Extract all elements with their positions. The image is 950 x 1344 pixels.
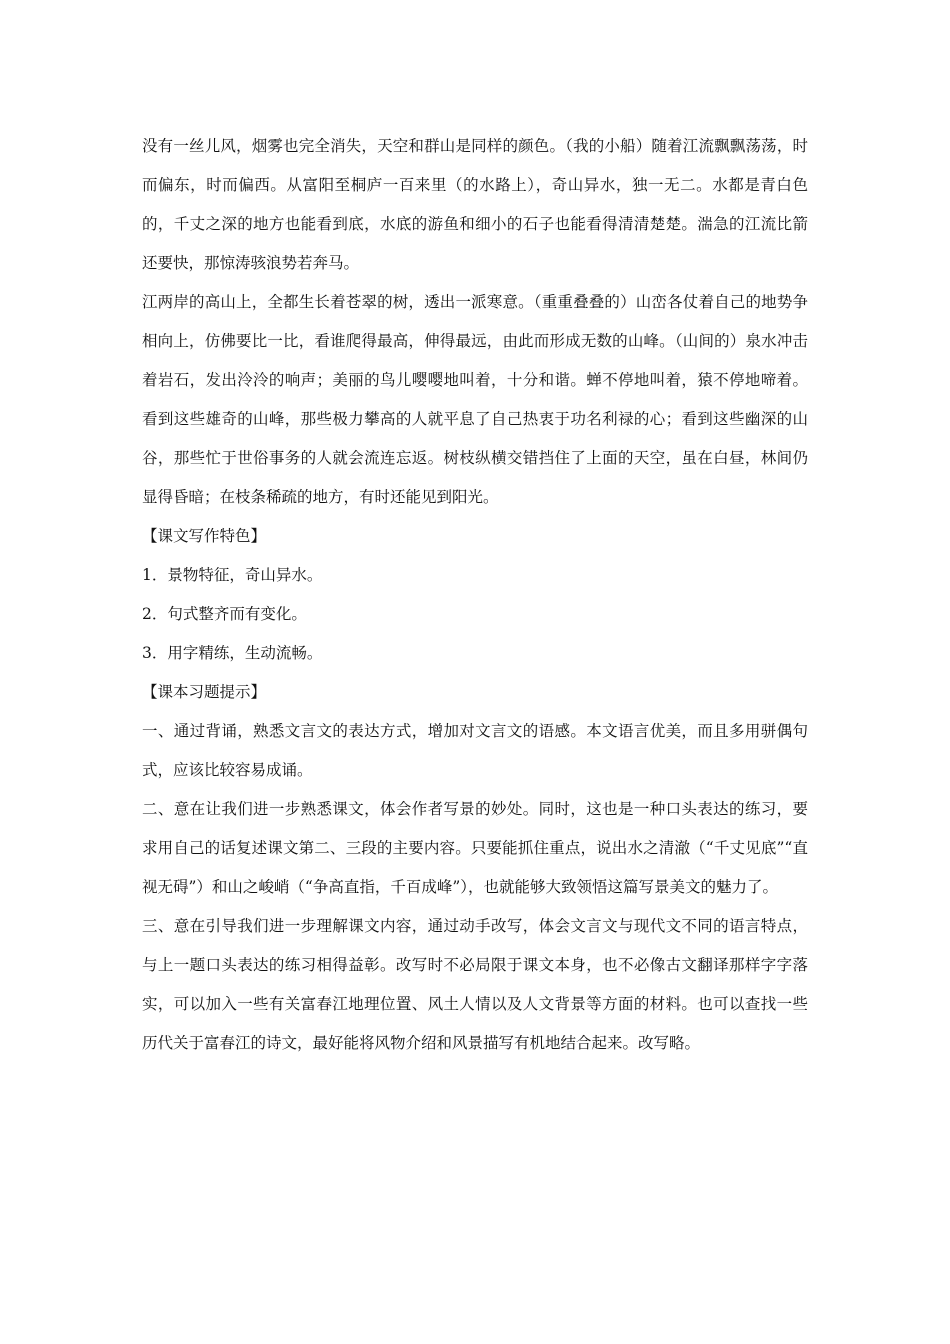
- exercise-hint-1: 一、通过背诵，熟悉文言文的表达方式，增加对文言文的语感。本文语言优美，而且多用骈偶句式，应该比较容易成诵。: [142, 722, 808, 779]
- writing-feature-item-3: 3．用字精练，生动流畅。: [142, 644, 323, 662]
- writing-feature-item-1: 1．景物特征，奇山异水。: [142, 566, 323, 584]
- exercise-hint-3: 三、意在引导我们进一步理解课文内容，通过动手改写，体会文言文与现代文不同的语言特点，与上一题口头表达的练习相得益彰。改写时不必局限于课文本身，也不必像古文翻译那样字字落实，可以加入一些有关富春江地理位置、风土人情以及人文背景等方面的材料。也可以查找一些历代关于富春江的诗文，最好能将风物介绍和风景描写有机地结合起来。改写略。: [142, 917, 808, 1052]
- writing-feature-item-2: 2．句式整齐而有变化。: [142, 605, 307, 623]
- exercise-hint-2: 二、意在让我们进一步熟悉课文，体会作者写景的妙处。同时，这也是一种口头表达的练习，要求用自己的话复述课文第二、三段的主要内容。只要能抓住重点，说出水之清澈（“千丈见底”“直视无碍”）和山之峻峭（“争高直指，千百成峰”），也就能够大致领悟这篇写景美文的魅力了。: [142, 800, 808, 896]
- translation-paragraph-2: 江两岸的高山上，全都生长着苍翠的树，透出一派寒意。（重重叠叠的）山峦各仗着自己的地势争相向上，仿佛要比一比，看谁爬得最高，伸得最远，由此而形成无数的山峰。（山间的）泉水冲击着岩石，发出泠泠的响声；美丽的鸟儿嘤嘤地叫着，十分和谐。蝉不停地叫着，猿不停地啼着。看到这些雄奇的山峰，那些极力攀高的人就平息了自己热衷于功名利禄的心；看到这些幽深的山谷，那些忙于世俗事务的人就会流连忘返。树枝纵横交错挡住了上面的天空，虽在白昼，林间仍显得昏暗；在枝条稀疏的地方，有时还能见到阳光。: [142, 293, 808, 506]
- document-body: [142, 127, 808, 1063]
- translation-paragraph-1: 没有一丝儿风，烟雾也完全消失，天空和群山是同样的颜色。（我的小船）随着江流飘飘荡荡，时而偏东，时而偏西。从富阳至桐庐一百来里（的水路上），奇山异水，独一无二。水都是青白色的，千丈之深的地方也能看到底，水底的游鱼和细小的石子也能看得清清楚楚。湍急的江流比箭还要快，那惊涛骇浪势若奔马。: [142, 137, 808, 272]
- exercise-hints-heading: 【课本习题提示】: [142, 683, 267, 701]
- writing-features-heading: 【课文写作特色】: [142, 527, 267, 545]
